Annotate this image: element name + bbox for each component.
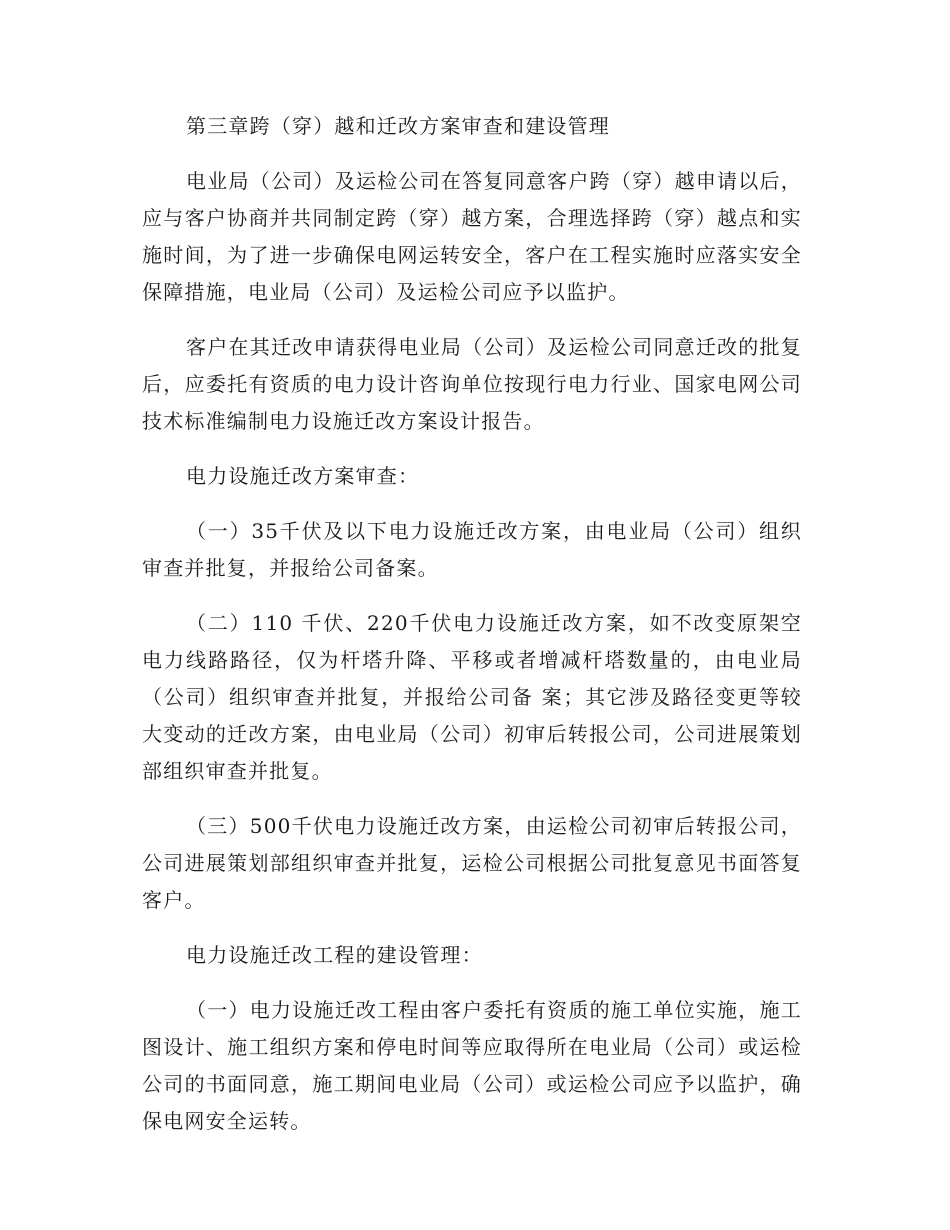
- chapter-heading: 第三章跨（穿）越和迁改方案审查和建设管理: [186, 114, 610, 138]
- paragraph-crossing-plan: 电业局（公司）及运检公司在答复同意客户跨（穿）越申请以后，应与客户协商并共同制定跨（穿）越方案，合理选择跨（穿）越点和实施时间，为了进一步确保电网运转安全，客户在工程实施时应落实安全保障措施，电业局（公司）及运检公司应予以监护。: [142, 169, 802, 304]
- list-item-110-220kv: （二）110 千伏、220千伏电力设施迁改方案，如不改变原架空电力线路路径，仅为杆塔升降、平移或者增减杆塔数量的，由电业局（公司）组织审查并批复，并报给公司备 案；其它涉及路径变更等较大变动的迁改方案，由电业局（公司）初审后转报公司，公司进展策划部组织审查并批复。: [142, 611, 802, 783]
- document-body: [142, 108, 802, 1140]
- list-item-500kv: （三）500千伏电力设施迁改方案，由运检公司初审后转报公司，公司进展策划部组织审查并批复，运检公司根据公司批复意见书面答复客户。: [142, 814, 802, 912]
- paragraph-relocation-report: 客户在其迁改申请获得电业局（公司）及运检公司同意迁改的批复后，应委托有资质的电力设计咨询单位按现行电力行业、国家电网公司技术标准编制电力设施迁改方案设计报告。: [142, 335, 802, 433]
- section-heading-construction: 电力设施迁改工程的建设管理：: [186, 943, 483, 967]
- list-item-35kv: （一）35千伏及以下电力设施迁改方案，由电业局（公司）组织审查并批复，并报给公司备案。: [142, 519, 802, 580]
- section-heading-plan-review: 电力设施迁改方案审查：: [186, 464, 420, 488]
- list-item-construction-1: （一）电力设施迁改工程由客户委托有资质的施工单位实施，施工图设计、施工组织方案和停电时间等应取得所在电业局（公司）或运检公司的书面同意，施工期间电业局（公司）或运检公司应予以监护，确保电网安全运转。: [142, 998, 802, 1133]
